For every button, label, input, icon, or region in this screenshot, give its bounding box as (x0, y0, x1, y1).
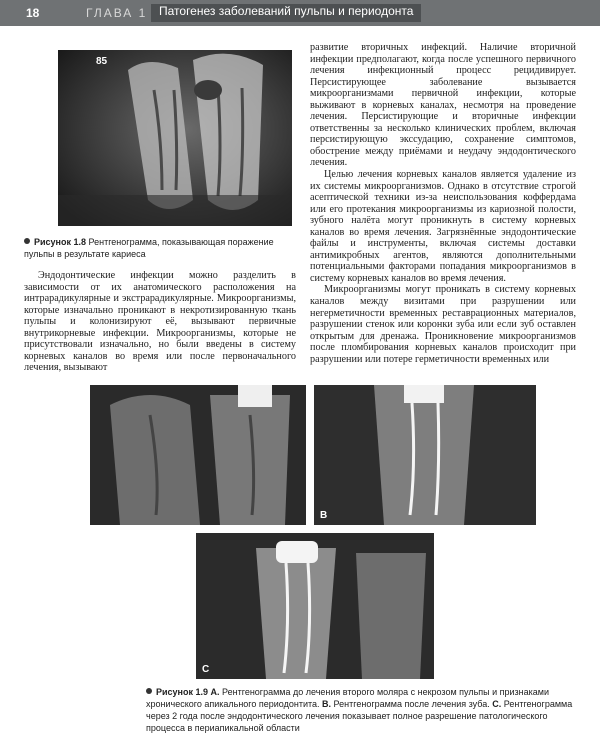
right-column (310, 42, 576, 365)
caption-a-label: A. (210, 687, 220, 697)
figure-1-8-caption-text: Рентгенограмма, показывающая поражение пульпы в результате кариеса (24, 237, 274, 259)
right-column-paragraph-2: Целью лечения корневых каналов является удаление из их системы микроорганизмов. Однако в отсутствие строгой асептической техники из-за неиспользования коффердама или его протекания микроорганизмы из кариозной полости, зубного налёта могут проникнуть в систему корневых каналов во время лечения. Загрязнённые эндодонтические файлы и инструменты, включая системы доставки антимикробных агентов, являются дополнительными потенциальными факторами попадания микроорганизмов в систему корневых каналов во время лечения. (310, 169, 576, 284)
panel-c-image (196, 533, 434, 679)
panel-a-image (90, 385, 306, 525)
left-column (24, 270, 296, 374)
panel-b-image (314, 385, 536, 525)
figure-1-8-caption (24, 236, 294, 260)
figure-1-8-image (58, 50, 292, 226)
figure-1-8-corner-mark: 85 (96, 56, 108, 67)
figure-1-9-label: Рисунок 1.9 (156, 687, 208, 697)
panel-b-label: B (320, 510, 328, 521)
caption-c-text: Рентгенограмма через 2 года после эндодонтического лечения показывает полное разрешение патологического процесса в периапикальной области (146, 699, 573, 733)
page-number: 18 (26, 6, 40, 20)
caption-b-text: Рентгенограмма после лечения зуба. (333, 699, 490, 709)
caption-b-label: B. (322, 699, 332, 709)
chapter-label: ГЛАВА 1 (86, 6, 148, 20)
caption-a-text: Рентгенограмма до лечения второго моляра с некрозом пульпы и признаками хронического апикального периодонтита. (146, 687, 549, 709)
figure-1-9-panel-a (90, 385, 306, 525)
figure-1-9-panel-b (314, 385, 536, 525)
figure-1-9-caption (146, 686, 576, 734)
chapter-title: Патогенез заболеваний пульпы и периодонта (151, 4, 421, 22)
right-column-paragraph-3: Микроорганизмы могут проникать в систему корневых каналов между визитами при разрушении или негерметичности временных реставрационных материалов, разрушении стенок или коронки зуба или если зуб оставлен открытым для дренажа. Проникновение микроорганизмов после пломбирования корневых каналов происходит при разрушении или потере герметичности временных или (310, 284, 576, 365)
left-column-paragraph: Эндодонтические инфекции можно разделить в зависимости от их анатомического расположения на интрарадикулярные и экстрарадикулярные. Микроорганизмы, которые изначально проникают в некротизированную ткань пульпы и колонизируют её, вызывают первичные внутрикорневые инфекции. Микроорганизмы, которые не присутствовали изначально, но были введены в систему корневых каналов во время или после первоначального лечения, вызывают (24, 270, 296, 374)
figure-1-8-label: Рисунок 1.8 (34, 237, 86, 247)
page-header (0, 0, 600, 26)
panel-c-label: C (202, 664, 210, 675)
figure-1-8-radiograph (58, 50, 292, 226)
caption-bullet-icon (24, 238, 30, 244)
caption-c-label: C. (492, 699, 502, 709)
right-column-paragraph-1: развитие вторичных инфекций. Наличие вторичной инфекции предполагают, когда после успешного первичного лечения инфекционный процесс рецидивирует. Персистирующее заболевание вызывается микроорганизмами первичной инфекции, которые выживают в корневых каналах, несмотря на проведение лечения. Персистирующие и вторичные инфекции ответственны за несколько клинических проблем, включая персистирующую экссудацию, сохранение симптомов, обострение между приёмами и неудачу эндодонтического лечения. (310, 42, 576, 169)
caption-bullet-icon (146, 688, 152, 694)
figure-1-9-panel-c (196, 533, 434, 679)
